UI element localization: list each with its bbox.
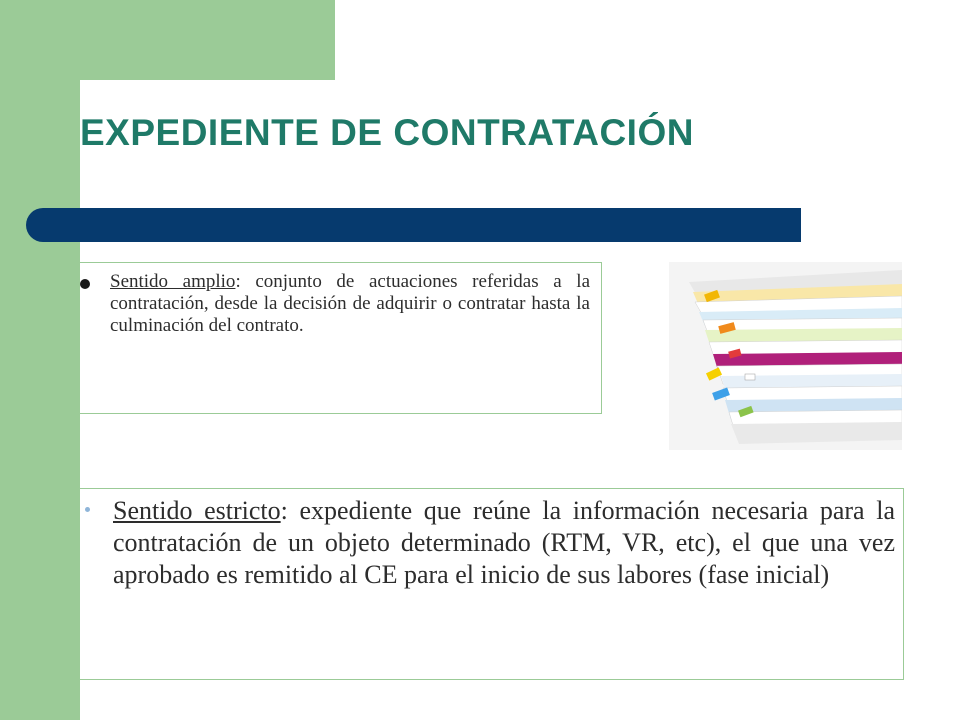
definition-sentido-estricto: : expediente que reúne la información necesaria para la contratación de un objeto determinado (RTM, VR, etc), el que una vez aprobado es remitido al CE para el inicio de sus labores (fase inicial) bbox=[113, 496, 895, 589]
bullet-text-amplio bbox=[110, 271, 590, 337]
bullet-box-estricto bbox=[80, 488, 904, 680]
term-sentido-amplio: Sentido amplio bbox=[110, 271, 236, 292]
definition-sentido-amplio: : conjunto de actuaciones referidas a la contratación, desde la decisión de adquirir o contratar hasta la culminación del contrato. bbox=[110, 271, 590, 336]
binders-photo bbox=[669, 262, 902, 450]
bullet-dot-icon bbox=[85, 507, 90, 512]
decorative-blue-bar bbox=[26, 208, 801, 242]
slide-title: EXPEDIENTE DE CONTRATACIÓN bbox=[80, 112, 694, 153]
bullet-dot-icon bbox=[80, 279, 90, 289]
bullet-text-estricto bbox=[113, 495, 895, 591]
term-sentido-estricto: Sentido estricto bbox=[113, 496, 281, 525]
decorative-green-band-left bbox=[0, 0, 80, 720]
stacked-binders-icon bbox=[669, 262, 902, 450]
bullet-box-amplio bbox=[80, 262, 602, 414]
